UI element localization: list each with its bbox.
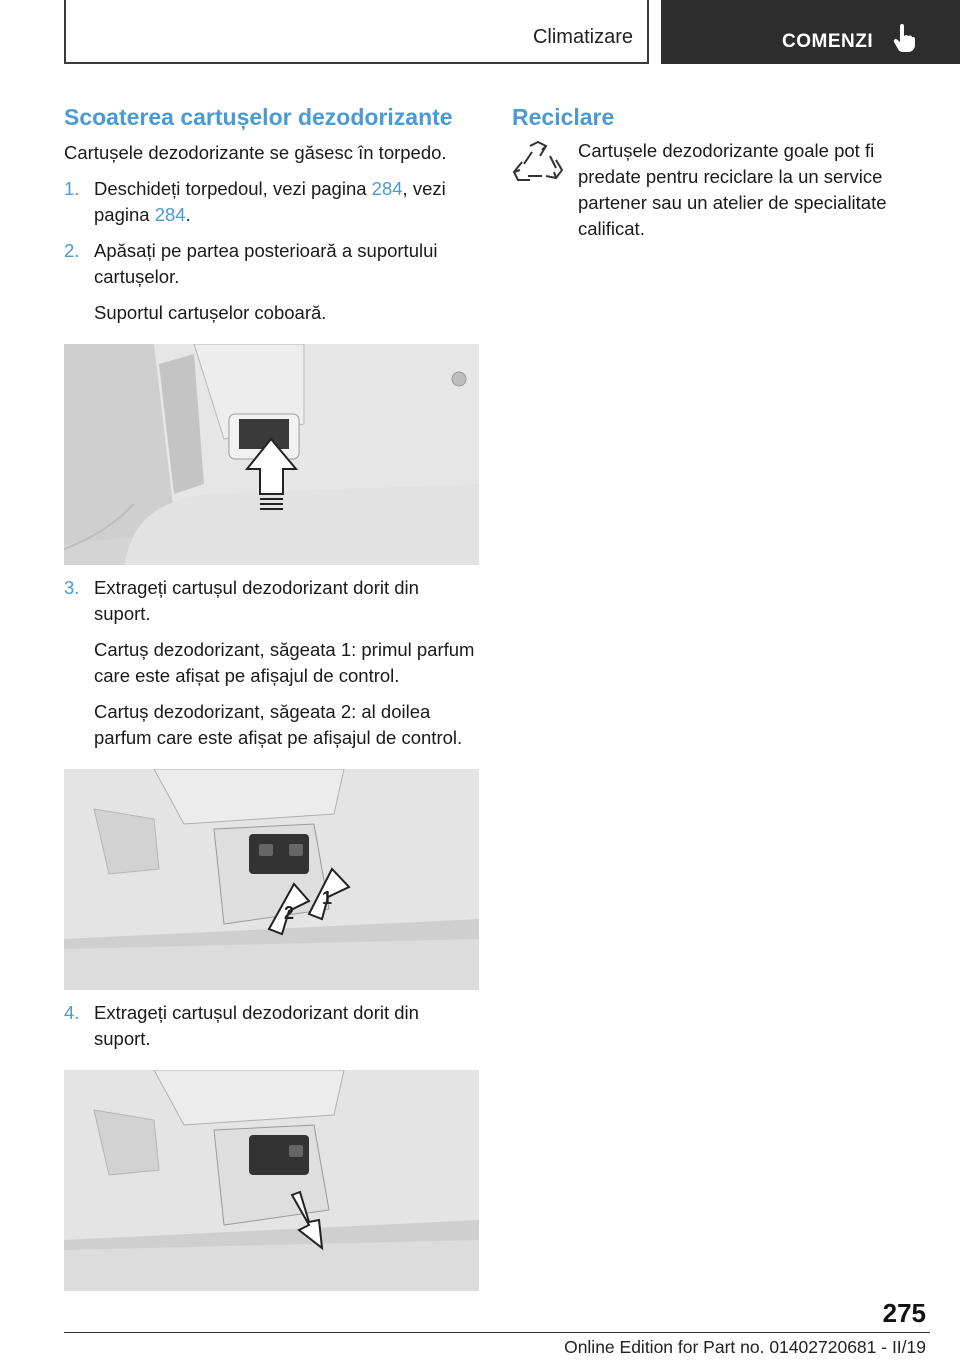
footer-edition: Online Edition for Part no. 01402720681 - II/19 xyxy=(564,1337,926,1357)
header-chapter-box xyxy=(661,0,960,64)
step-number: 1. xyxy=(64,178,80,199)
header-section-box xyxy=(64,0,649,64)
footer-divider xyxy=(64,1332,930,1333)
step-number: 3. xyxy=(64,577,80,598)
step-text: Deschideți torpedoul, vezi pagina 284, vezi pagina 284. xyxy=(94,178,446,225)
cartridge-extract-figure xyxy=(64,1070,479,1291)
step-result: Suportul cartușelor coboară. xyxy=(94,302,327,323)
step-note-arrow-1: Cartuș dezodorizant, săgeata 1: primul parfum care este afișat pe afișajul de control. xyxy=(94,639,475,686)
step-number: 4. xyxy=(64,1002,80,1023)
right-column xyxy=(512,100,932,242)
intro-text: Cartușele dezodorizante se găsesc în torpedo. xyxy=(64,142,447,163)
header-section-title: Climatizare xyxy=(532,26,633,48)
step-text: Apăsați pe partea posterioară a suportului cartușelor. xyxy=(94,240,438,287)
glovebox-push-figure xyxy=(64,344,479,565)
page-link-284[interactable]: 284 xyxy=(371,178,403,199)
step-number: 2. xyxy=(64,240,80,261)
left-column xyxy=(64,100,476,1301)
header-chapter-title: COMENZI xyxy=(782,31,874,52)
step-4 xyxy=(64,1000,476,1052)
page-number: 275 xyxy=(882,1298,926,1328)
step-text: Extrageți cartușul dezodorizant dorit din suport. xyxy=(94,577,419,624)
section-title-recycling: Reciclare xyxy=(512,104,615,130)
recycling-text: Cartușele dezodorizante goale pot fi predate pentru reciclare la un service partener sau un atelier de specialitate calificat. xyxy=(578,140,887,239)
cartridge-selection-figure xyxy=(64,769,479,990)
page-link-284[interactable]: 284 xyxy=(154,204,186,225)
step-note-arrow-2: Cartuș dezodorizant, săgeata 2: al doilea parfum care este afișat pe afișajul de control. xyxy=(94,701,463,748)
arrow-label-2: 2 xyxy=(284,903,295,923)
step-2 xyxy=(64,238,476,326)
step-text: Extrageți cartușul dezodorizant dorit din suport. xyxy=(94,1002,419,1049)
arrow-label-1: 1 xyxy=(322,888,333,908)
step-1 xyxy=(64,176,476,228)
recycling-note xyxy=(512,138,932,242)
step-3 xyxy=(64,575,476,751)
pointing-hand-icon xyxy=(893,24,915,52)
section-title-remove-cartridges: Scoaterea cartușelor dezodorizante xyxy=(64,104,453,130)
recycle-icon xyxy=(512,140,564,186)
